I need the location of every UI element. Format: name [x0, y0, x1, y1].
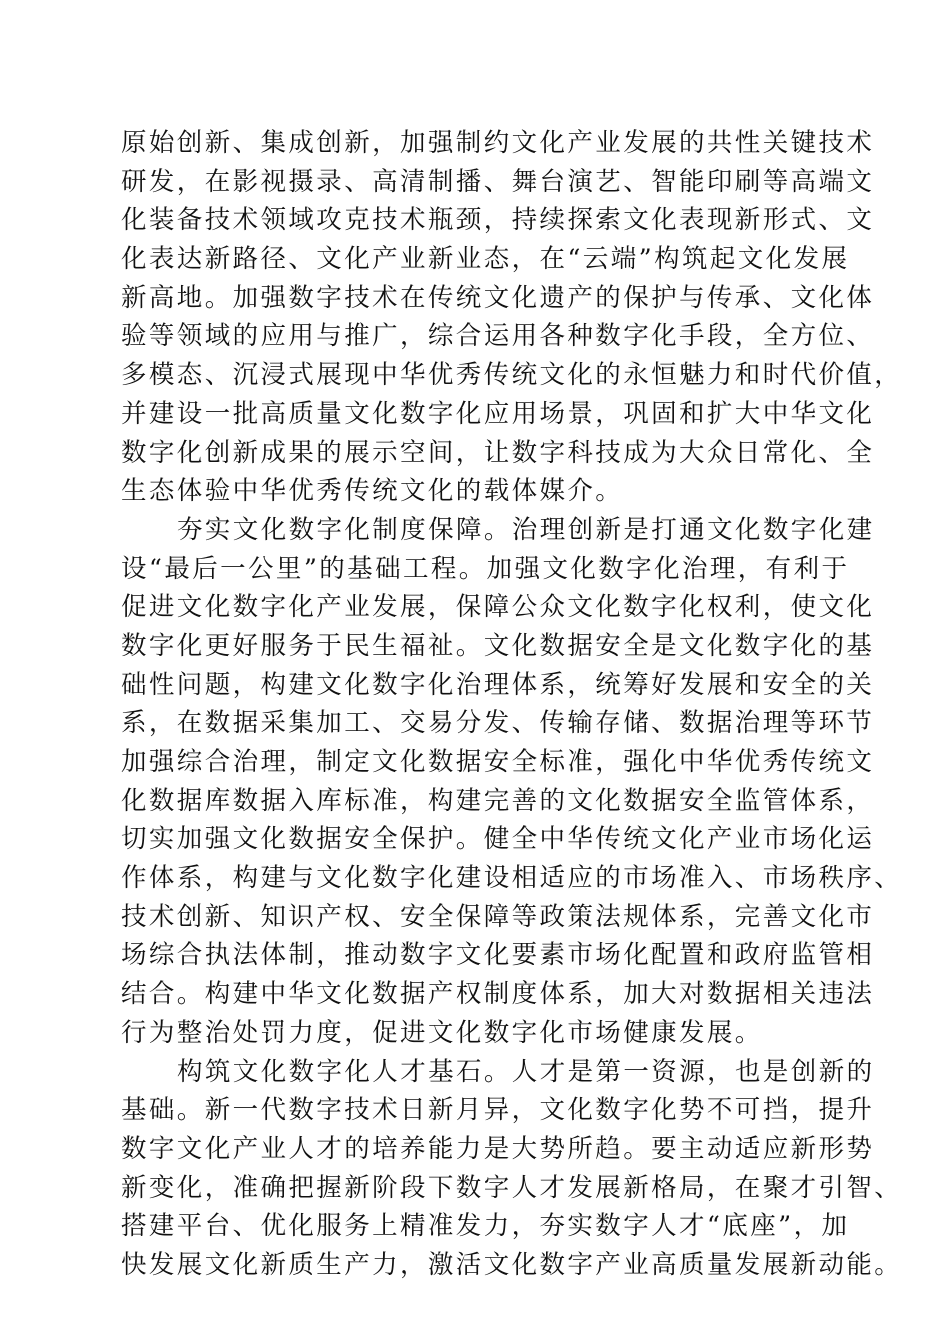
- text-line: 构筑文化数字化人才基石。人才是第一资源，也是创新的: [177, 1056, 875, 1087]
- text-line: 行为整治处罚力度，促进文化数字化市场健康发展。: [121, 1017, 763, 1048]
- text-line: 系，在数据采集加工、交易分发、传输存储、数据治理等环节: [121, 708, 875, 739]
- text-line: 研发，在影视摄录、高清制播、舞台演艺、智能印刷等高端文: [121, 166, 875, 197]
- text-line: 结合。构建中华文化数据产权制度体系，加大对数据相关违法: [121, 979, 875, 1010]
- text-line: 础性问题，构建文化数字化治理体系，统筹好发展和安全的关: [121, 669, 875, 700]
- text-line: 并建设一批高质量文化数字化应用场景，巩固和扩大中华文化: [121, 398, 875, 429]
- text-line: 化装备技术领域攻克技术瓶颈，持续探索文化表现新形式、文: [121, 205, 875, 236]
- text-line: 数字化更好服务于民生福祉。文化数据安全是文化数字化的基: [121, 630, 875, 661]
- text-line: 数字化创新成果的展示空间，让数字科技成为大众日常化、全: [121, 437, 875, 468]
- text-line: 场综合执法体制，推动数字文化要素市场化配置和政府监管相: [121, 940, 875, 971]
- text-line: 加强综合治理，制定文化数据安全标准，强化中华优秀传统文: [121, 747, 875, 777]
- text-line: 化数据库数据入库标准，构建完善的文化数据安全监管体系，: [121, 785, 875, 816]
- text-line: 夯实文化数字化制度保障。治理创新是打通文化数字化建: [177, 514, 875, 545]
- text-line: 促进文化数字化产业发展，保障公众文化数字化权利，使文化: [121, 592, 875, 623]
- text-line: 切实加强文化数据安全保护。健全中华传统文化产业市场化运: [121, 824, 875, 855]
- text-line: 设“最后一公里”的基础工程。加强文化数字化治理，有利于: [121, 553, 850, 584]
- text-line: 验等领域的应用与推广，综合运用各种数字化手段，全方位、: [121, 321, 875, 352]
- text-line: 化表达新路径、文化产业新业态，在“云端”构筑起文化发展: [121, 244, 850, 275]
- text-line: 新变化，准确把握新阶段下数字人才发展新格局，在聚才引智、: [121, 1172, 903, 1203]
- text-line: 生态体验中华优秀传统文化的载体媒介。: [121, 476, 624, 507]
- text-line: 基础。新一代数字技术日新月异，文化数字化势不可挡，提升: [121, 1095, 875, 1126]
- text-line: 快发展文化新质生产力，激活文化数字产业高质量发展新动能。: [121, 1249, 903, 1280]
- body-text: [121, 124, 903, 1285]
- text-line: 原始创新、集成创新，加强制约文化产业发展的共性关键技术: [121, 128, 875, 158]
- text-line: 技术创新、知识产权、安全保障等政策法规体系，完善文化市: [121, 901, 875, 932]
- text-line: 新高地。加强数字技术在传统文化遗产的保护与传承、文化体: [121, 282, 875, 313]
- text-line: 数字文化产业人才的培养能力是大势所趋。要主动适应新形势: [121, 1133, 875, 1164]
- text-line: 作体系，构建与文化数字化建设相适应的市场准入、市场秩序、: [121, 863, 903, 894]
- text-line: 多模态、沉浸式展现中华优秀传统文化的永恒魅力和时代价值，: [121, 360, 903, 391]
- text-line: 搭建平台、优化服务上精准发力，夯实数字人才“底座”，加: [121, 1211, 850, 1242]
